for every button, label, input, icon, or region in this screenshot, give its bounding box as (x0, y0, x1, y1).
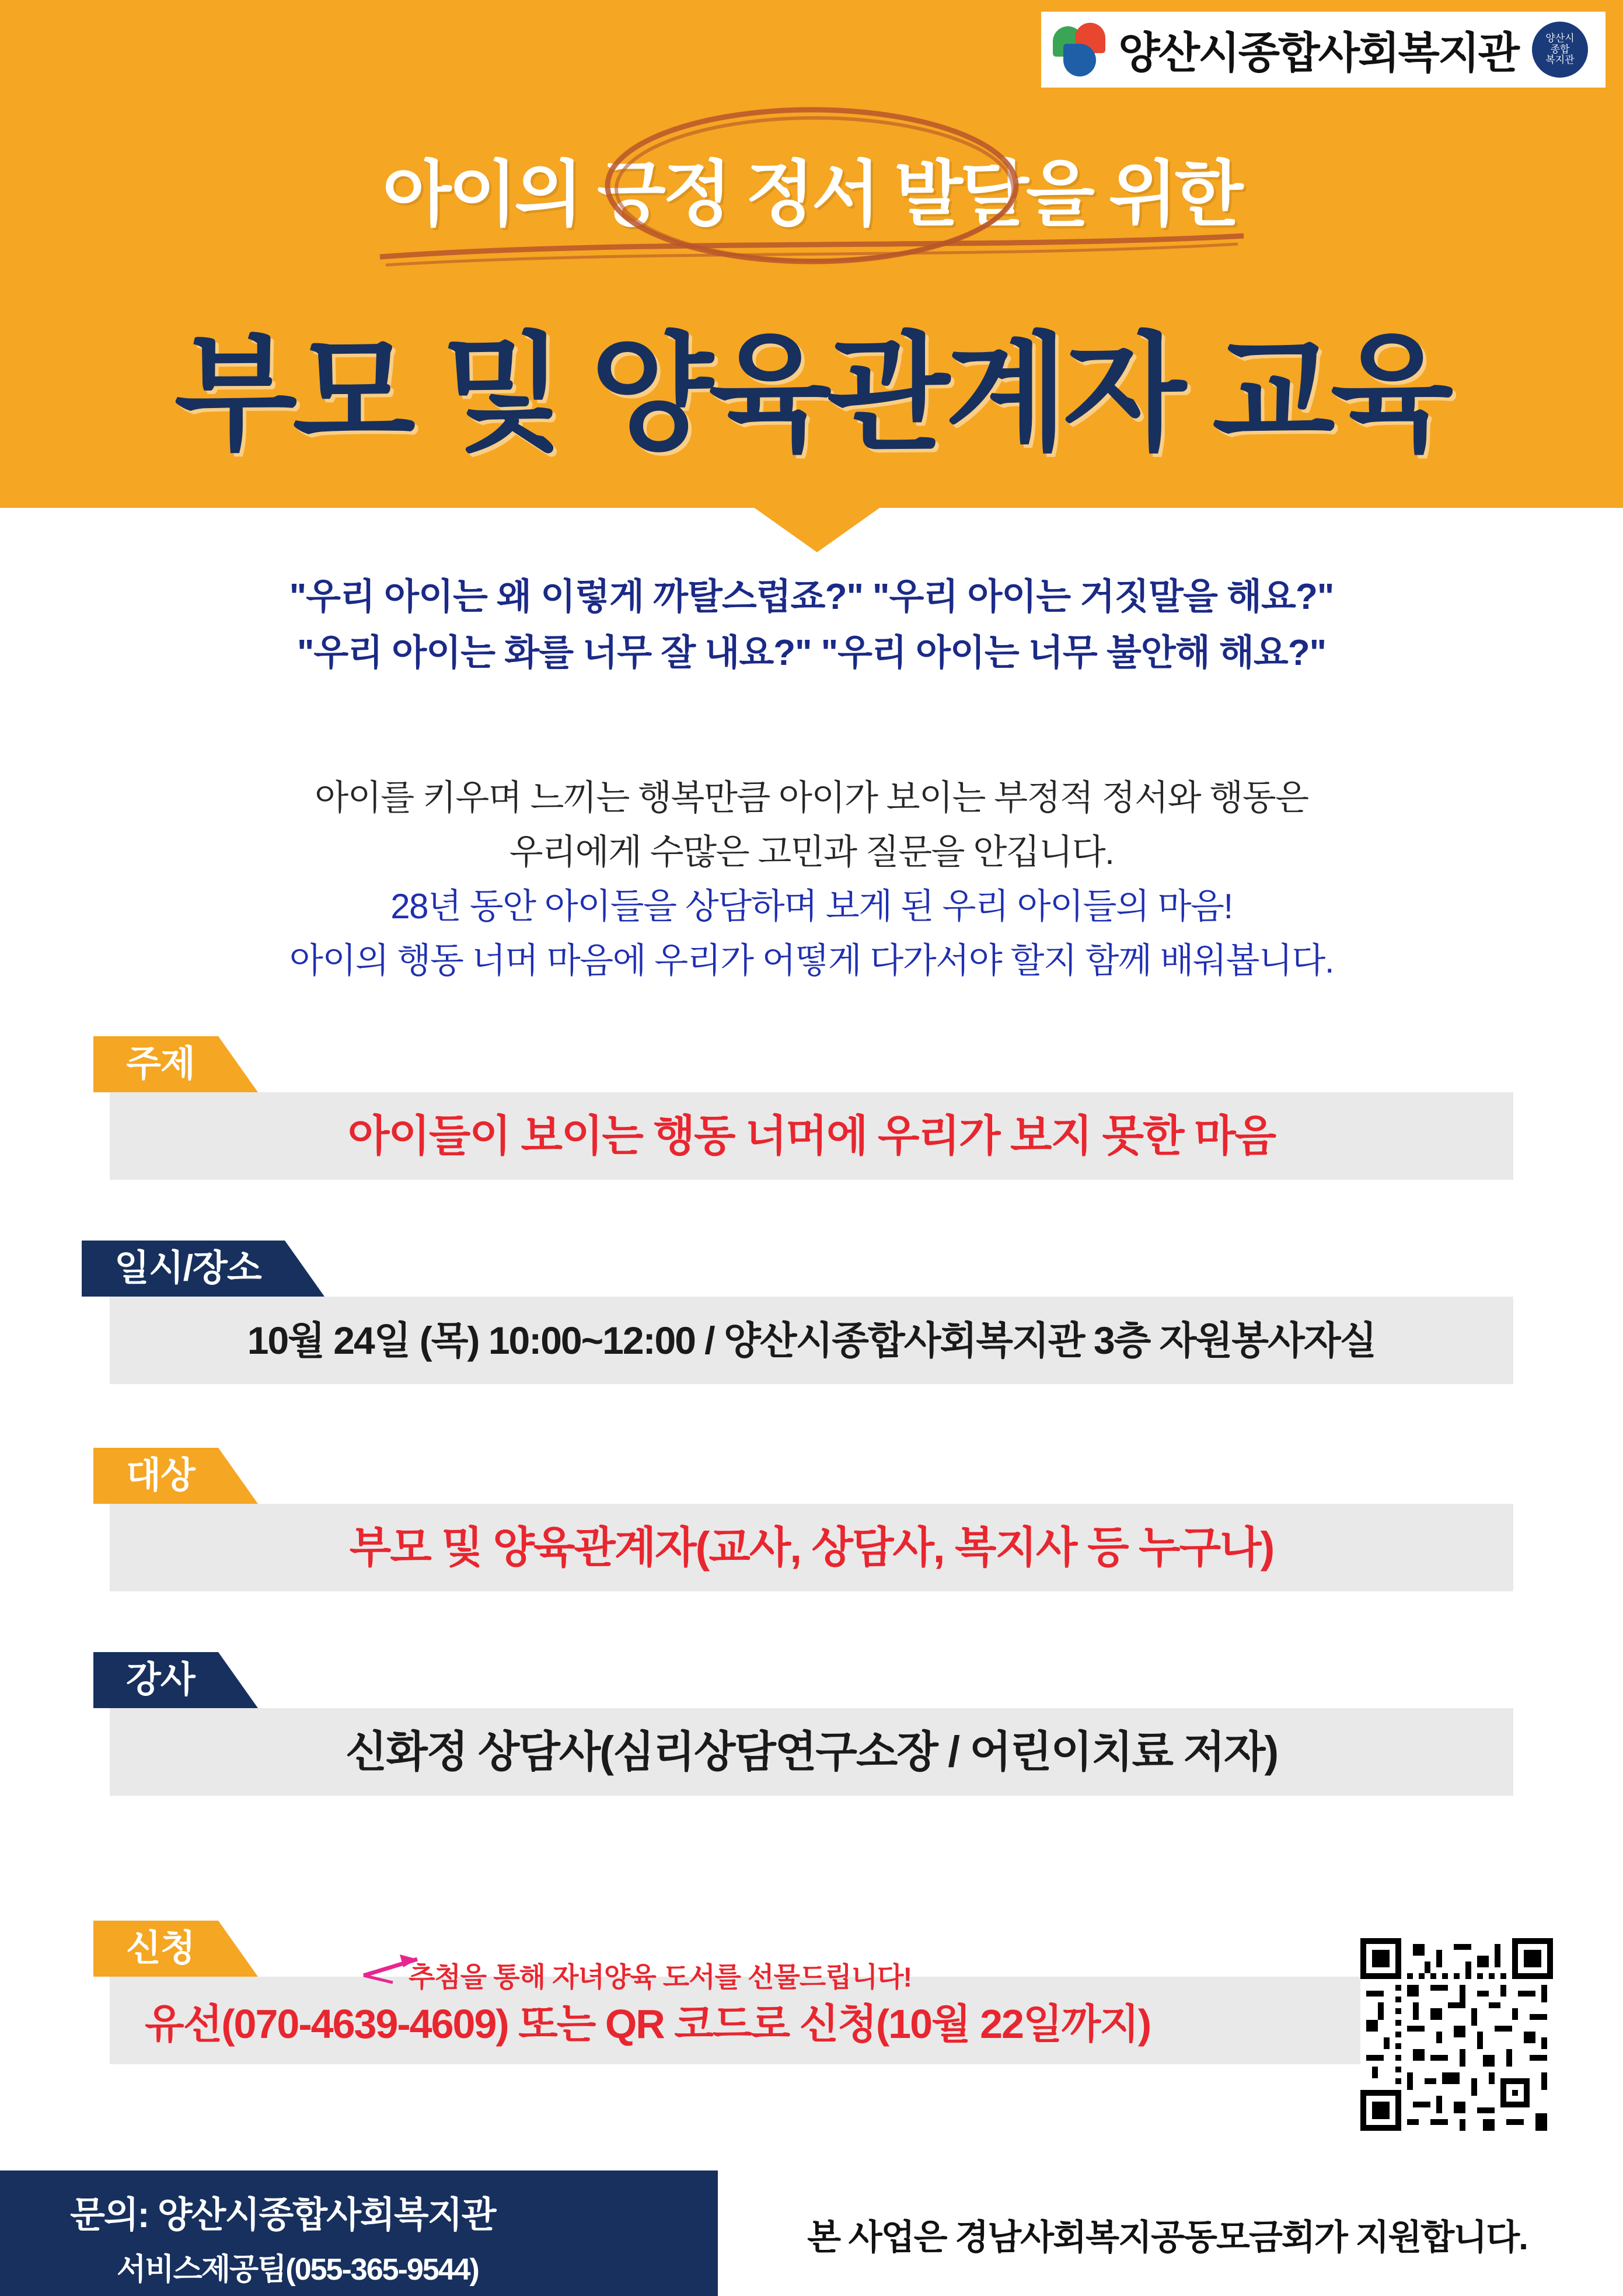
qr-code[interactable] (1360, 1938, 1553, 2131)
section-instructor (0, 1652, 1623, 1796)
section-topic-tag-row (93, 1036, 1623, 1092)
qr-code-icon (1360, 1938, 1553, 2131)
footer-contact-line2: 서비스제공팀(055-365-9544) (117, 2253, 479, 2287)
section-instructor-tag: 강사 (93, 1652, 218, 1708)
quote-line-2: "우리 아이는 화를 너무 잘 내요?" "우리 아이는 너무 불안해 해요?" (297, 633, 1326, 674)
section-apply-tag: 신청 (93, 1921, 218, 1977)
header-notch (753, 507, 881, 552)
intro-paragraph (0, 771, 1623, 988)
poster-title: 부모 및 양육관계자 교육 (174, 323, 1449, 465)
section-topic-value: 아이들이 보이는 행동 너머에 우리가 보지 못한 마음 (347, 1111, 1276, 1160)
section-datetime-tag: 일시/장소 (82, 1241, 285, 1297)
section-datetime-tag-row (82, 1241, 1623, 1297)
quotes-block (0, 569, 1623, 681)
pinwheel-logo-icon (1052, 22, 1108, 78)
organization-name: 양산시종합사회복지관 (1118, 29, 1518, 77)
section-topic-bar (110, 1092, 1513, 1180)
section-datetime-value: 10월 24일 (목) 10:00~12:00 / 양산시종합사회복지관 3층 자원봉사자실 (247, 1318, 1376, 1362)
intro-line-4: 아이의 행동 너머 마음에 우리가 어떻게 다가서야 할지 함께 배워봅니다. (289, 941, 1334, 980)
section-instructor-tag-row (93, 1652, 1623, 1708)
section-instructor-value: 신화정 상담사(심리상담연구소장 / 어린이치료 저자) (345, 1727, 1278, 1776)
section-audience-tag: 대상 (93, 1448, 218, 1504)
section-datetime (0, 1241, 1623, 1384)
section-apply-value: 유선(070-4639-4609) 또는 QR 코드로 신청(10월 22일까지) (145, 2001, 1151, 2047)
organization-logo (1041, 12, 1605, 88)
section-audience-bar (110, 1504, 1513, 1591)
title-main-container (0, 292, 1623, 475)
section-audience-value: 부모 및 양육관계자(교사, 상담사, 복지사 등 누구나) (349, 1522, 1274, 1572)
seal-icon: 양산시 종합 복지관 (1530, 19, 1590, 80)
footer-contact-box (0, 2170, 718, 2296)
section-datetime-bar (110, 1297, 1513, 1384)
title-sub-container (0, 137, 1623, 239)
intro-line-2: 우리에게 수많은 고민과 질문을 안깁니다. (509, 832, 1114, 872)
section-topic-tag: 주제 (93, 1036, 218, 1092)
intro-line-3: 28년 동안 아이들을 상담하며 보게 된 우리 아이들의 마음! (390, 887, 1233, 926)
section-instructor-bar (110, 1708, 1513, 1796)
footer-contact-line1: 문의: 양산시종합사회복지관 (70, 2195, 495, 2235)
footer-sponsor: 본 사업은 경남사회복지공동모금회가 지원합니다. (807, 2218, 1527, 2257)
section-audience-tag-row (93, 1448, 1623, 1504)
poster-subtitle (383, 137, 1241, 239)
poster-subtitle-text: 아이의 긍정 정서 발달을 위한 (382, 155, 1241, 234)
gift-note: 추첨을 통해 자녀양육 도서를 선물드립니다! (409, 1961, 912, 1992)
section-audience (0, 1448, 1623, 1591)
section-topic (0, 1036, 1623, 1180)
intro-line-1: 아이를 키우며 느끼는 행복만큼 아이가 보이는 부정적 정서와 행동은 (315, 778, 1308, 817)
quote-line-1: "우리 아이는 왜 이렇게 까탈스럽죠?" "우리 아이는 거짓말을 해요?" (289, 577, 1334, 617)
